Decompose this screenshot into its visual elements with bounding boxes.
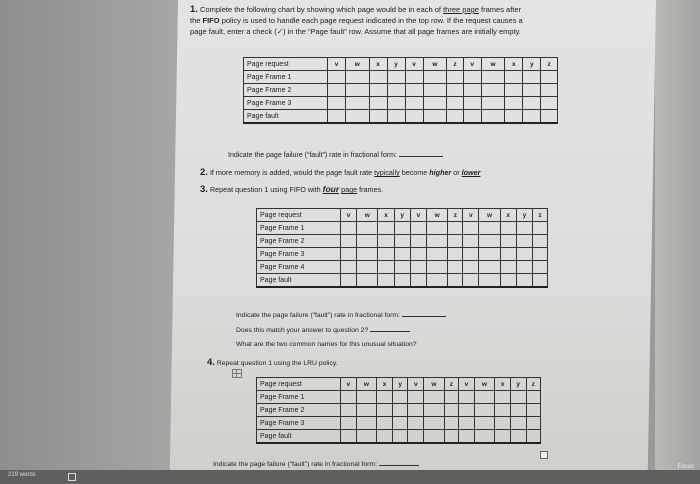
table-move-handle-icon[interactable] <box>232 369 242 378</box>
answer-cell[interactable] <box>474 430 495 444</box>
answer-cell[interactable] <box>369 84 387 97</box>
fifo-4-frame-table <box>256 208 548 288</box>
answer-cell[interactable] <box>424 404 445 417</box>
answer-cell[interactable] <box>541 110 558 124</box>
answer-cell[interactable] <box>346 110 370 124</box>
answer-cell[interactable] <box>448 222 463 235</box>
row-label: Page Frame 2 <box>257 235 341 248</box>
answer-cell[interactable] <box>516 261 532 274</box>
page-request-cell: w <box>479 209 500 222</box>
answer-cell[interactable] <box>427 248 448 261</box>
answer-cell[interactable] <box>505 97 523 110</box>
answer-cell[interactable] <box>387 110 405 124</box>
answer-cell[interactable] <box>369 97 387 110</box>
answer-cell[interactable] <box>510 430 526 444</box>
answer-cell[interactable] <box>516 222 532 235</box>
answer-cell[interactable] <box>341 248 357 261</box>
answer-cell[interactable] <box>408 430 424 444</box>
question-2: 2. If more memory is added, would the page fault rate typically become higher or lower <box>200 167 481 178</box>
q3-match-blank[interactable] <box>370 331 410 332</box>
answer-cell[interactable] <box>341 417 357 430</box>
row-label: Page Frame 3 <box>244 97 328 110</box>
row-label: Page request <box>257 209 341 222</box>
answer-cell[interactable] <box>481 71 505 84</box>
answer-cell[interactable] <box>526 391 540 404</box>
row-label: Page Frame 2 <box>244 84 328 97</box>
background-left <box>0 0 185 470</box>
answer-cell[interactable] <box>357 261 378 274</box>
answer-cell[interactable] <box>541 84 558 97</box>
answer-cell[interactable] <box>463 97 481 110</box>
answer-cell[interactable] <box>387 84 405 97</box>
answer-cell[interactable] <box>463 248 479 261</box>
answer-cell[interactable] <box>387 71 405 84</box>
row-label: Page Frame 2 <box>257 404 341 417</box>
answer-cell[interactable] <box>479 248 500 261</box>
q1-fault-rate-prompt: Indicate the page failure (“fault”) rate in fractional form: <box>228 152 443 159</box>
row-label: Page Frame 3 <box>257 417 341 430</box>
answer-cell[interactable] <box>408 404 424 417</box>
answer-cell[interactable] <box>405 84 423 97</box>
answer-cell[interactable] <box>448 261 463 274</box>
answer-cell[interactable] <box>481 84 505 97</box>
answer-cell[interactable] <box>459 417 475 430</box>
answer-cell[interactable] <box>378 261 394 274</box>
answer-cell[interactable] <box>523 97 541 110</box>
table-row <box>244 110 558 124</box>
answer-cell[interactable] <box>405 97 423 110</box>
answer-cell[interactable] <box>356 391 377 404</box>
answer-cell[interactable] <box>541 97 558 110</box>
page-request-cell: w <box>474 378 495 391</box>
answer-cell[interactable] <box>510 391 526 404</box>
answer-cell[interactable] <box>463 71 481 84</box>
answer-cell[interactable] <box>394 235 410 248</box>
answer-cell[interactable] <box>410 222 426 235</box>
answer-cell[interactable] <box>392 404 408 417</box>
page-request-cell: v <box>405 58 423 71</box>
answer-cell[interactable] <box>495 391 511 404</box>
page-request-cell: w <box>356 378 377 391</box>
answer-cell[interactable] <box>533 261 548 274</box>
lru-3-frame-table <box>256 377 541 444</box>
answer-cell[interactable] <box>346 84 370 97</box>
table-row <box>257 274 548 288</box>
row-label: Page Frame 1 <box>244 71 328 84</box>
answer-cell[interactable] <box>474 391 495 404</box>
table-resize-handle-icon[interactable] <box>540 451 548 459</box>
answer-cell[interactable] <box>341 391 357 404</box>
answer-cell[interactable] <box>387 97 405 110</box>
page-request-cell: w <box>481 58 505 71</box>
answer-cell[interactable] <box>357 222 378 235</box>
fifo-3-frame-table <box>243 57 558 124</box>
answer-cell[interactable] <box>346 71 370 84</box>
q3-fault-rate-blank[interactable] <box>402 316 446 317</box>
answer-cell[interactable] <box>423 110 447 124</box>
answer-cell[interactable] <box>510 404 526 417</box>
answer-cell[interactable] <box>377 430 393 444</box>
page-request-cell: y <box>516 209 532 222</box>
q1-fault-rate-blank[interactable] <box>399 156 443 157</box>
page-request-cell: v <box>341 378 357 391</box>
answer-cell[interactable] <box>500 222 516 235</box>
answer-cell[interactable] <box>495 430 511 444</box>
row-label: Page Frame 1 <box>257 222 341 235</box>
page-request-cell: w <box>423 58 447 71</box>
answer-cell[interactable] <box>463 84 481 97</box>
answer-cell[interactable] <box>394 222 410 235</box>
answer-cell[interactable] <box>405 110 423 124</box>
page-request-cell: v <box>328 58 346 71</box>
answer-cell[interactable] <box>369 71 387 84</box>
background-right <box>655 0 700 470</box>
answer-cell[interactable] <box>410 274 426 288</box>
answer-cell[interactable] <box>328 84 346 97</box>
page-request-cell: x <box>505 58 523 71</box>
answer-cell[interactable] <box>526 417 540 430</box>
answer-cell[interactable] <box>377 391 393 404</box>
page-request-cell: w <box>357 209 378 222</box>
answer-cell[interactable] <box>495 417 511 430</box>
answer-cell[interactable] <box>463 222 479 235</box>
answer-cell[interactable] <box>424 417 445 430</box>
table-row <box>257 248 548 261</box>
page-request-cell: y <box>394 209 410 222</box>
answer-cell[interactable] <box>341 235 357 248</box>
answer-cell[interactable] <box>463 235 479 248</box>
table-row <box>257 222 548 235</box>
answer-cell[interactable] <box>427 274 448 288</box>
table-row <box>244 71 558 84</box>
answer-cell[interactable] <box>356 430 377 444</box>
page-request-cell: y <box>523 58 541 71</box>
answer-cell[interactable] <box>341 274 357 288</box>
table-row <box>244 84 558 97</box>
answer-cell[interactable] <box>447 110 464 124</box>
answer-cell[interactable] <box>408 417 424 430</box>
answer-cell[interactable] <box>356 404 377 417</box>
answer-cell[interactable] <box>410 248 426 261</box>
answer-cell[interactable] <box>341 404 357 417</box>
answer-cell[interactable] <box>408 391 424 404</box>
answer-cell[interactable] <box>378 248 394 261</box>
table-row <box>257 235 548 248</box>
answer-cell[interactable] <box>500 248 516 261</box>
table-row <box>257 417 541 430</box>
table-row <box>257 209 548 222</box>
answer-cell[interactable] <box>357 235 378 248</box>
page-request-cell: y <box>510 378 526 391</box>
table-row <box>244 97 558 110</box>
answer-cell[interactable] <box>424 430 445 444</box>
answer-cell[interactable] <box>392 417 408 430</box>
row-label: Page request <box>257 378 341 391</box>
answer-cell[interactable] <box>444 404 458 417</box>
answer-cell[interactable] <box>357 274 378 288</box>
question-3: 3. Repeat question 1 using FIFO with four page frames. <box>200 184 384 195</box>
page-request-cell: x <box>500 209 516 222</box>
answer-cell[interactable] <box>523 71 541 84</box>
answer-cell[interactable] <box>394 261 410 274</box>
answer-cell[interactable] <box>346 97 370 110</box>
answer-cell[interactable] <box>427 235 448 248</box>
answer-cell[interactable] <box>505 71 523 84</box>
row-label: Page Frame 1 <box>257 391 341 404</box>
answer-cell[interactable] <box>474 404 495 417</box>
table-row <box>257 391 541 404</box>
answer-cell[interactable] <box>447 97 464 110</box>
question-1: 1. Complete the following chart by showing which page would be in each of three page frames after the FIFO policy is used to handle each page request indicated in the top row. If the request causes a page fault, enter a check (✓) in the “Page fault” row. Assume that all page frames are initially empty. <box>190 4 523 36</box>
row-label: Page fault <box>244 110 328 124</box>
row-label: Page Frame 3 <box>257 248 341 261</box>
answer-cell[interactable] <box>378 274 394 288</box>
page-request-cell: z <box>444 378 458 391</box>
answer-cell[interactable] <box>510 417 526 430</box>
answer-cell[interactable] <box>463 261 479 274</box>
answer-cell[interactable] <box>328 110 346 124</box>
answer-cell[interactable] <box>459 391 475 404</box>
answer-cell[interactable] <box>516 235 532 248</box>
answer-cell[interactable] <box>423 71 447 84</box>
answer-cell[interactable] <box>500 274 516 288</box>
answer-cell[interactable] <box>505 110 523 124</box>
q4-fault-rate-blank[interactable] <box>379 465 419 466</box>
word-count[interactable]: 219 words <box>8 472 36 478</box>
answer-cell[interactable] <box>463 110 481 124</box>
page-request-cell: v <box>459 378 475 391</box>
answer-cell[interactable] <box>533 222 548 235</box>
table-row <box>257 404 541 417</box>
page-request-cell: y <box>392 378 408 391</box>
answer-cell[interactable] <box>447 71 464 84</box>
page-request-cell: z <box>447 58 464 71</box>
page-request-cell: z <box>533 209 548 222</box>
answer-cell[interactable] <box>392 391 408 404</box>
table-row <box>257 430 541 444</box>
answer-cell[interactable] <box>474 417 495 430</box>
answer-cell[interactable] <box>427 261 448 274</box>
page-request-cell: w <box>427 209 448 222</box>
page-request-cell: z <box>526 378 540 391</box>
page-request-cell: v <box>463 58 481 71</box>
answer-cell[interactable] <box>533 235 548 248</box>
answer-cell[interactable] <box>459 430 475 444</box>
answer-cell[interactable] <box>523 84 541 97</box>
answer-cell[interactable] <box>405 71 423 84</box>
answer-cell[interactable] <box>377 404 393 417</box>
q3-followups: Indicate the page failure (“fault”) rate in fractional form: Does this match your answer to question 2? What are the two common names for this unusual situation? <box>236 309 446 353</box>
page-request-cell: w <box>424 378 445 391</box>
answer-cell[interactable] <box>357 248 378 261</box>
page-request-cell: x <box>378 209 394 222</box>
page-request-cell: z <box>448 209 463 222</box>
answer-cell[interactable] <box>526 404 540 417</box>
answer-cell[interactable] <box>533 274 548 288</box>
answer-cell[interactable] <box>341 261 357 274</box>
answer-cell[interactable] <box>328 71 346 84</box>
answer-cell[interactable] <box>481 110 505 124</box>
answer-cell[interactable] <box>479 235 500 248</box>
answer-cell[interactable] <box>423 84 447 97</box>
row-label: Page Frame 4 <box>257 261 341 274</box>
answer-cell[interactable] <box>356 417 377 430</box>
table-row <box>257 261 548 274</box>
page-request-cell: z <box>541 58 558 71</box>
table-row <box>244 58 558 71</box>
answer-cell[interactable] <box>516 248 532 261</box>
answer-cell[interactable] <box>459 404 475 417</box>
proofing-icon[interactable] <box>68 473 76 481</box>
answer-cell[interactable] <box>341 222 357 235</box>
page-request-cell: y <box>387 58 405 71</box>
answer-cell[interactable] <box>448 274 463 288</box>
answer-cell[interactable] <box>423 97 447 110</box>
answer-cell[interactable] <box>495 404 511 417</box>
answer-cell[interactable] <box>444 417 458 430</box>
answer-cell[interactable] <box>448 235 463 248</box>
answer-cell[interactable] <box>427 222 448 235</box>
answer-cell[interactable] <box>369 110 387 124</box>
answer-cell[interactable] <box>533 248 548 261</box>
answer-cell[interactable] <box>500 235 516 248</box>
page-request-cell: v <box>341 209 357 222</box>
answer-cell[interactable] <box>448 248 463 261</box>
answer-cell[interactable] <box>392 430 408 444</box>
page-request-cell: v <box>410 209 426 222</box>
row-label: Page fault <box>257 274 341 288</box>
page-request-cell: x <box>495 378 511 391</box>
answer-cell[interactable] <box>447 84 464 97</box>
question-1-number: 1. <box>190 4 198 15</box>
answer-cell[interactable] <box>444 430 458 444</box>
table-row <box>257 378 541 391</box>
question-4: 4. Repeat question 1 using the LRU policy. <box>207 357 338 368</box>
answer-cell[interactable] <box>410 261 426 274</box>
answer-cell[interactable] <box>479 261 500 274</box>
answer-cell[interactable] <box>328 97 346 110</box>
page-request-cell: w <box>346 58 370 71</box>
answer-cell[interactable] <box>410 235 426 248</box>
answer-cell[interactable] <box>378 222 394 235</box>
page-request-cell: v <box>408 378 424 391</box>
answer-cell[interactable] <box>523 110 541 124</box>
answer-cell[interactable] <box>378 235 394 248</box>
page-request-cell: v <box>463 209 479 222</box>
answer-cell[interactable] <box>500 261 516 274</box>
answer-cell[interactable] <box>341 430 357 444</box>
focus-mode-button[interactable]: Focus <box>677 464 694 470</box>
page-request-cell: x <box>377 378 393 391</box>
answer-cell[interactable] <box>463 274 479 288</box>
answer-cell[interactable] <box>505 84 523 97</box>
row-label: Page fault <box>257 430 341 444</box>
answer-cell[interactable] <box>377 417 393 430</box>
q4-fault-rate-prompt: Indicate the page failure (“fault”) rate in fractional form: <box>213 461 419 468</box>
page-request-cell: x <box>369 58 387 71</box>
answer-cell[interactable] <box>479 274 500 288</box>
answer-cell[interactable] <box>444 391 458 404</box>
answer-cell[interactable] <box>394 248 410 261</box>
answer-cell[interactable] <box>481 97 505 110</box>
answer-cell[interactable] <box>394 274 410 288</box>
answer-cell[interactable] <box>479 222 500 235</box>
answer-cell[interactable] <box>541 71 558 84</box>
answer-cell[interactable] <box>526 430 540 444</box>
answer-cell[interactable] <box>424 391 445 404</box>
row-label: Page request <box>244 58 328 71</box>
answer-cell[interactable] <box>516 274 532 288</box>
